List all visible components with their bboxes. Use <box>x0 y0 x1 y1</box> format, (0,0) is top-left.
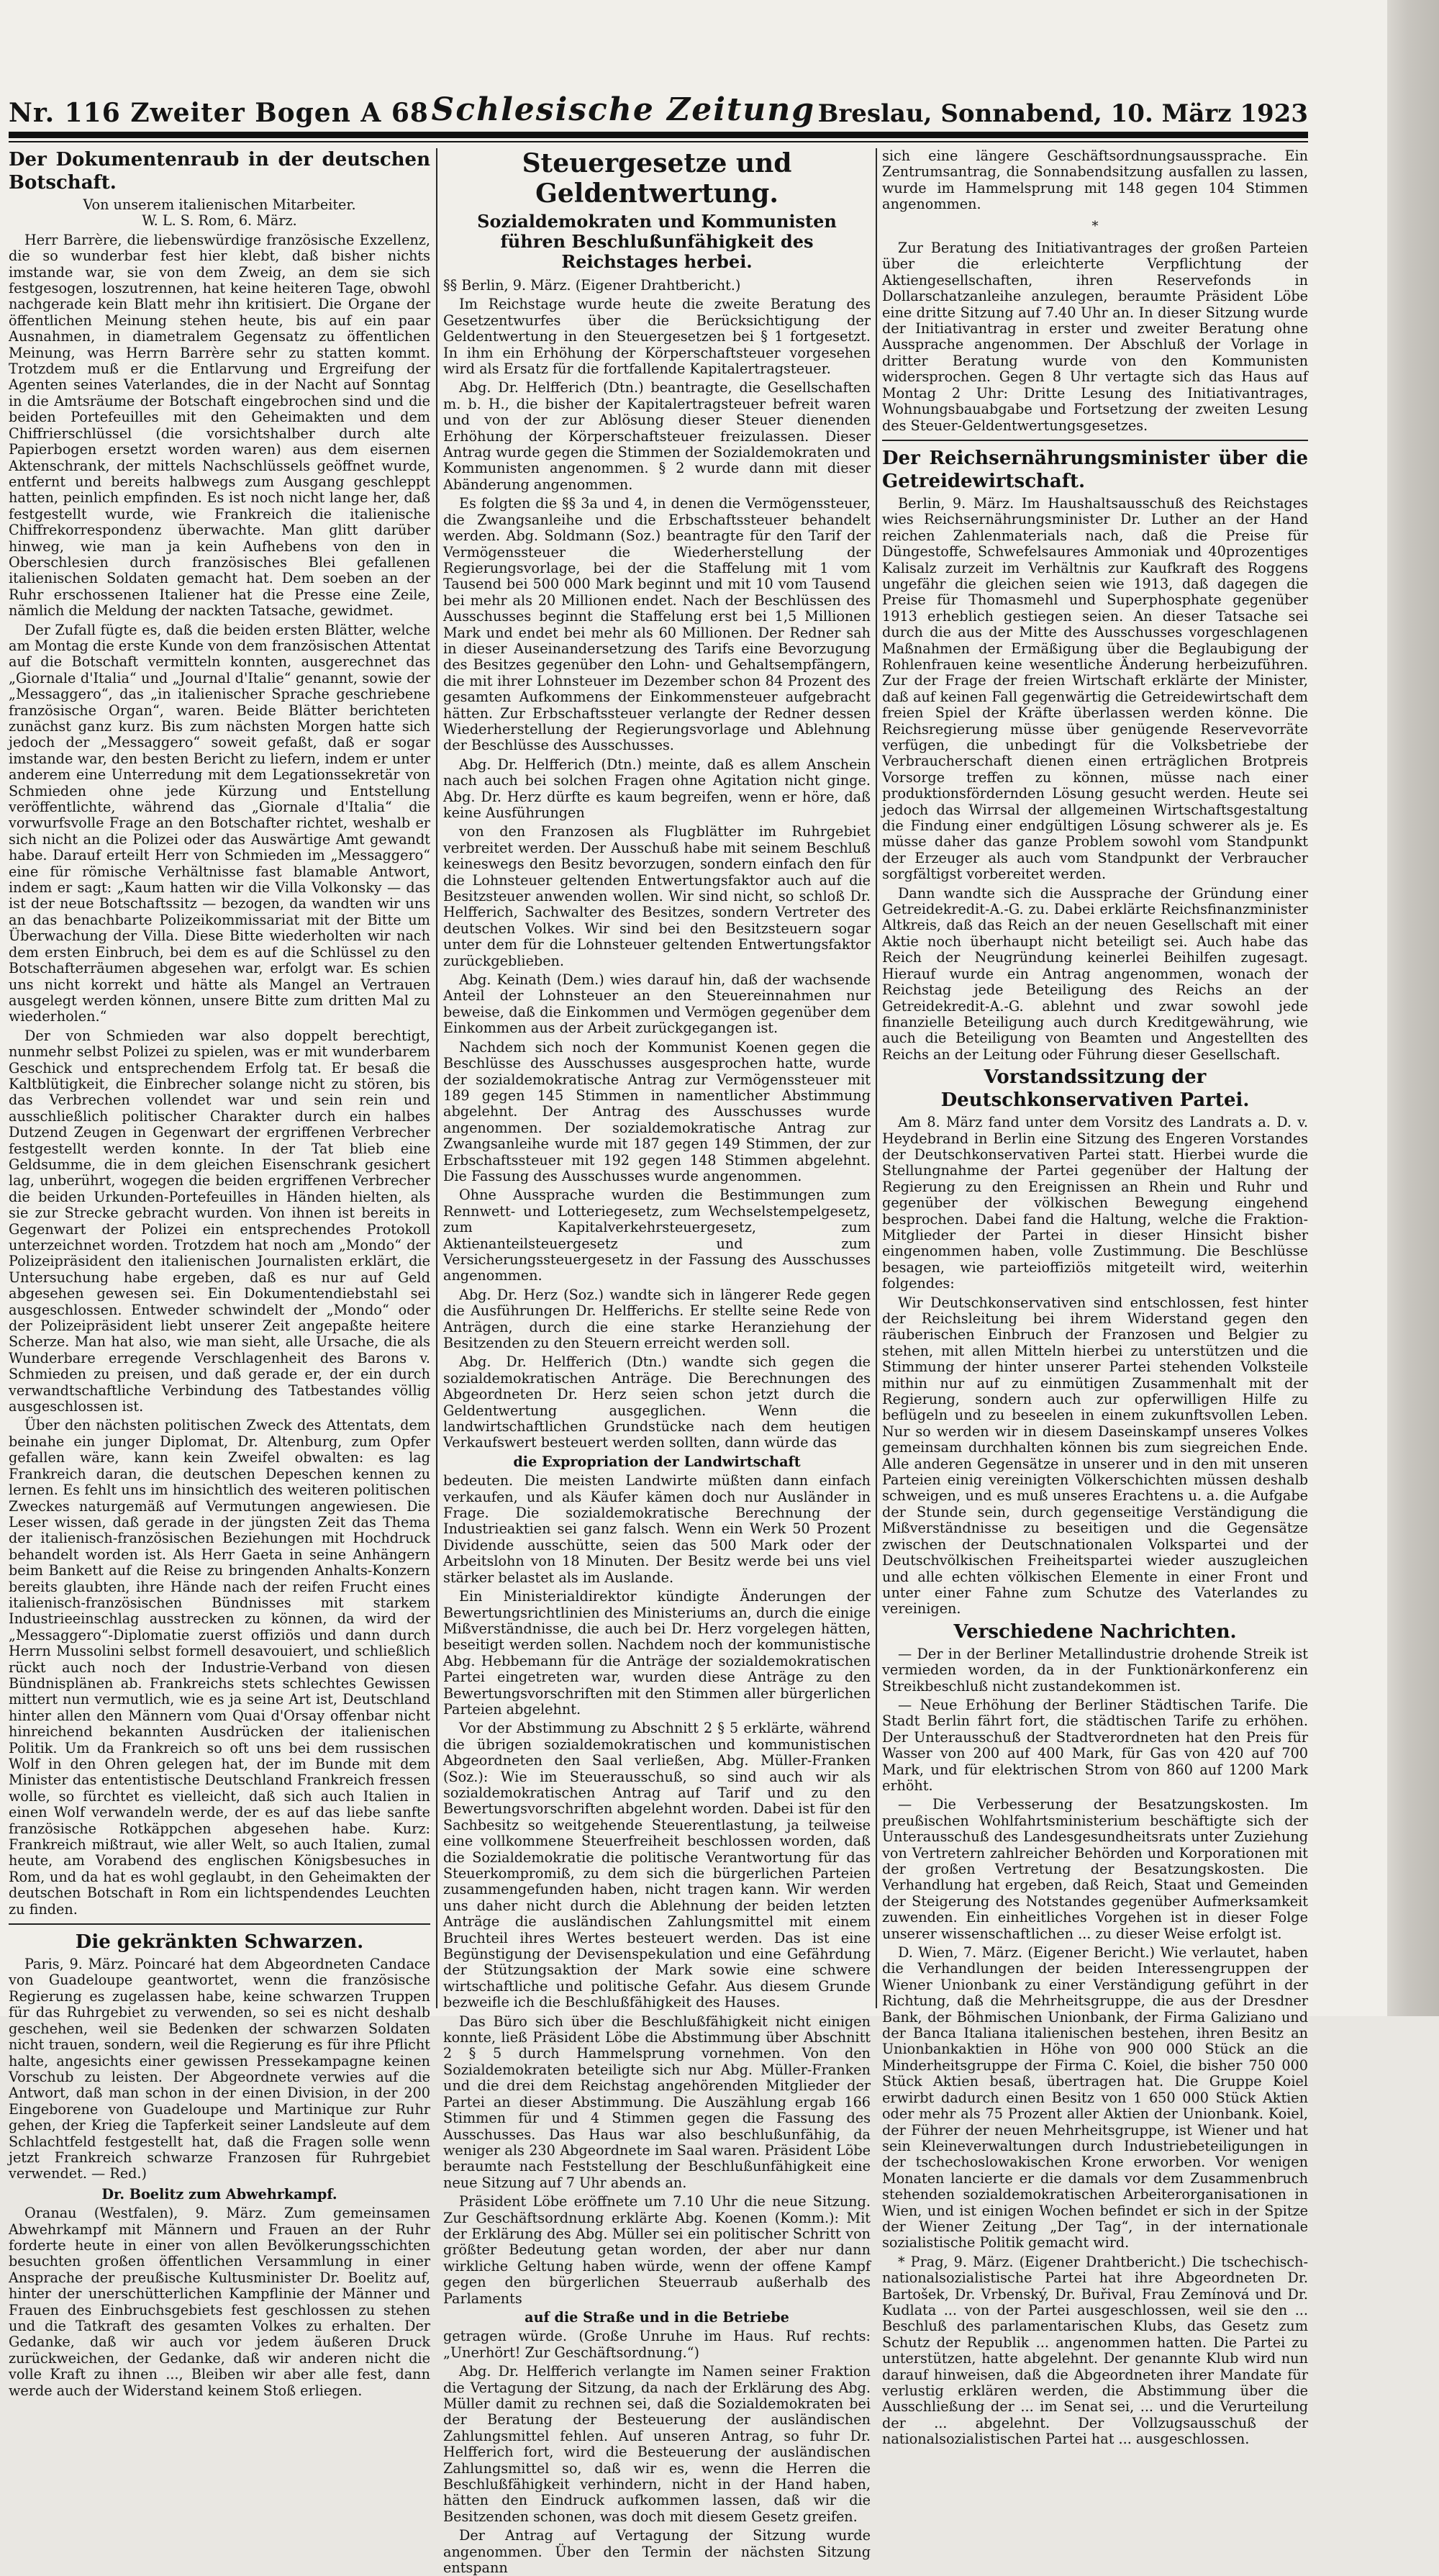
masthead-rule-thin <box>9 141 1308 142</box>
column-divider <box>436 148 437 2008</box>
article-paragraph: Abg. Dr. Herz (Soz.) wandte sich in längerer Rede gegen die Ausführungen Dr. Helfferichs. Er stellte seine Rede von Anträgen, durch die eine starke Heranziehung der Besitzenden zu den Steuern erreicht werden soll. <box>443 1286 871 1351</box>
article-headline: Dr. Boelitz zum Abwehrkampf. <box>101 2185 337 2203</box>
article-headline: Verschiedene Nachrichten. <box>953 1620 1237 1643</box>
article-paragraph: getragen würde. (Große Unruhe im Haus. Ruf rechts: „Unerhört! Zur Geschäftsordnung.“) <box>443 2328 871 2361</box>
article-paragraph: Vor der Abstimmung zu Abschnitt 2 § 5 erklärte, während die übrigen sozialdemokratischen und kommunistischen Abgeordneten den Saal verließen, Abg. Müller-Franken (Soz.): Wie im Steuerausschuß, so sind auch wir als sozialdemokratischen Antrag auf Tarif und zu den Bewertungsvorschriften abgelehnt worden. Dabei ist für den Sachbesitz so weitgehende Steuerentlastung, ja teilweise eine vollkommene Steuerfreiheit beschlossen worden, daß die Sozialdemokratie die politische Verantwortung für das Steuerkompromiß, zu dem sich die bürgerlichen Parteien zusammengefunden haben, nicht tragen kann. Wir werden uns daher nicht durch die Ablehnung der beiden letzten Anträge die ausländischen Zahlungsmittel mit einem Bruchteil ihres Wertes besteuert werden. Das ist eine Begünstigung der Devisenspekulation und eine Gefährdung der Stützungsaktion der Mark sowie eine schwere wirtschaftliche und politische Gefahr. Aus diesem Grunde bezweifle ich die Beschlußfähigkeit des Hauses. <box>443 1720 871 2011</box>
column-2 <box>443 148 871 2576</box>
article-headline: Die gekränkten Schwarzen. <box>75 1931 364 1954</box>
article-headline: Vorstandssitzung der Deutschkonservativen Partei. <box>940 1066 1250 1112</box>
article-paragraph: — Die Verbesserung der Besatzungskosten. Im preußischen Wohlfahrtsministerium beschäftigte sich der Unterausschuß des Landesgesundheitsrats unter Zuziehung von Vertretern zahlreicher Behörden und Korporationen mit der großen Vertretung der Besatzungskosten. Die Verhandlung hat ergeben, daß Reich, Staat und Gemeinden der Steigerung des Notstandes gegenüber Aufmerksamkeit zuwenden. Ein einheitliches Vorgehen ist in dieser Folge unserer wissenschaftlichen ... zu dieser Weise erfolgt ist. <box>882 1796 1308 1942</box>
article-paragraph: von den Franzosen als Flugblätter im Ruhrgebiet verbreitet werden. Der Ausschuß habe mit seinem Beschluß keineswegs den Besitz bevorzugen, sondern einfach den für die Lohnsteuer geltenden Entwertungsfaktor auch auf die Besitzsteuer anwenden wollen. Wir sind nicht, so schloß Dr. Helfferich, Sachwalter des Besitzes, sondern Vertreter des deutschen Volkes. Wir sind bei den Besitzsteuern sogar unter dem für die Lohnsteuer geltenden Entwertungsfaktor zurückgeblieben. <box>443 823 871 969</box>
article-dateline: W. L. S. Rom, 6. März. <box>142 212 297 230</box>
article-paragraph: Abg. Dr. Helfferich (Dtn.) meinte, daß es allem Anschein nach auch bei solchen Fragen ohne Agitation nicht ginge. Abg. Dr. Herz dürfte es kaum begreifen, wenn er höre, daß keine Ausführungen <box>443 756 871 821</box>
article-paragraph: Berlin, 9. März. Im Haushaltsausschuß des Reichstages wies Reichsernährungsminister Dr. Luther an der Hand reichen Zahlenmaterials nach, daß die Preise für Düngestoffe, Schwefelsaures Ammoniak und 40prozentiges Kalisalz zurzeit im Verhältnis zur Kaufkraft des Roggens ungefähr die gleichen seien wie 1913, daß dagegen die Preise für Thomasmehl und Superphosphate gegenüber 1913 erheblich gestiegen seien. An dieser Tatsache sei durch die aus der Mitte des Ausschusses vorgeschlagenen Maßnahmen der Ermäßigung über die Beglaubigung der Rohlenfrauen keine wesentliche Änderung herbeizuführen. Zur der Frage der freien Wirtschaft erklärte der Minister, daß auf keinen Fall gegenwärtig die Getreidewirtschaft dem freien Spiel der Kräfte überlassen werden könne. Die Reichsregierung müsse über genügende Reservevorräte verfügen, die unbedingt für die Volksbetriebe der Verbraucherschaft dienen einen erträglichen Brotpreis Vorsorge treffen zu können, müsse nach einer produktionsfördernden Lösung gesucht werden. Heute sei jedoch das Wirrsal der allgemeinen Wirtschaftsgestaltung die Findung einer endgültigen Lösung schwerer als je. Es müsse daher das ganze Problem sowohl vom Standpunkt der Erzeuger als auch vom Standpunkt der Verbraucher sorgfältigst vorbereitet werden. <box>882 494 1308 883</box>
article-separator <box>882 440 1308 441</box>
article-paragraph: sich eine längere Geschäftsordnungsaussprache. Ein Zentrumsantrag, die Sonnabendsitzung ausfallen zu lassen, wurde im Hammelsprung mit 148 gegen 104 Stimmen angenommen. <box>882 148 1308 213</box>
article-dateline: §§ Berlin, 9. März. (Eigener Drahtbericht.) <box>443 277 741 294</box>
article-paragraph: Zur Beratung des Initiativantrages der großen Parteien über die erleichterte Verpflichtung der Aktiengesellschaften, ihren Reservefonds in Dollarschatzanleihe anzulegen, beraumte Präsident Löbe eine dritte Sitzung auf 7.40 Uhr an. In dieser Sitzung wurde der Initiativantrag in erster und zweiter Beratung ohne Aussprache angenommen. Der Abschluß der Vorlage in dritter Beratung wurde von den Kommunisten widersprochen. Gegen 8 Uhr vertagte sich das Haus auf Montag 2 Uhr: Dritte Lesung des Initiativantrages, Wohnungsbauabgabe und Fortsetzung der zweiten Lesung des Steuer-Geldentwertungsgesetzes. <box>882 240 1308 434</box>
article-subhead: Sozialdemokraten und Kommunisten führen Beschlußunfähigkeit des Reichstages herbei. <box>477 211 837 272</box>
article-paragraph: Dann wandte sich die Aussprache der Gründung einer Getreidekredit-A.-G. zu. Dabei erklärte Reichsfinanzminister Altkreis, daß das Reich an der neuen Gesellschaft mit einer Aktie noch überhaupt nicht beteiligt sei. Auch habe das Reich der Neugründung keinerlei Beihilfen zugesagt. Hierauf wurde ein Antrag angenommen, wonach der Reichstag jede Beteiligung des Reichs an der Getreidekredit-A.-G. ablehnt und zwar sowohl jede finanzielle Beteiligung auch durch Kreditgewährung, wie auch die Beteiligung von Beamten und Angestellten des Reichs an der Leitung oder Führung dieser Gesellschaft. <box>882 884 1308 1063</box>
article-paragraph: Paris, 9. März. Poincaré hat dem Abgeordneten Candace von Guadeloupe geantwortet, wenn die französische Regierung es zugelassen habe, keine schwarzen Truppen für das Ruhrgebiet zu verwenden, so sei es nicht deshalb geschehen, weil sie Bedenken der schwarzen Soldaten nicht trauen, sondern, weil die Regierung es für ihre Pflicht halte, angesichts einer gewissen Pressekampagne keinen Vorschub zu leisten. Der Abgeordnete verwies auf die Antwort, daß man schon in der einen Division, in der 200 Eingeborene von Guadeloupe und Martinique zur Ruhr gehen, der Krieg die Tapferkeit seiner Landsleute auf dem Schlachtfeld festgestellt hat, daß die Fragen solle wenn jetzt Frankreich schwarze Franzosen für Ruhrgebiet verwendet. — Red.) <box>9 1956 430 2182</box>
article-paragraph: — Neue Erhöhung der Berliner Städtischen Tarife. Die Stadt Berlin fährt fort, die städtischen Tarife zu erhöhen. Der Unterausschuß der Stadtverordneten hat den Preis für Wasser von 200 auf 400 Mark, für Gas von 420 auf 700 Mark, und für elektrischen Strom von 860 auf 1200 Mark erhöht. <box>882 1696 1308 1794</box>
article-emphasis: auf die Straße und in die Betriebe <box>525 2308 789 2326</box>
adjacent-page-edge <box>1387 0 1439 2016</box>
article-paragraph: D. Wien, 7. März. (Eigener Bericht.) Wie verlautet, haben die Verhandlungen der beiden Interessengruppen der Wiener Unionbank zu einer Verständigung geführt in der Richtung, daß die Mehrheitsgruppe, die aus der Dresdner Bank, der Böhmischen Unionbank, der Firma Galiziano und der Banca Italiana italienischen bestehen, ihren Besitz an Unionbankaktien in Höhe von 900 000 Stück an die Minderheitsgruppe der Firma C. Koiel, die bisher 750 000 Stück Aktien besaß, übertragen hat. Die Gruppe Koiel erwirbt dadurch einen Besitz von 1 650 000 Stück Aktien oder mehr als 75 Prozent aller Aktien der Unionbank. Koiel, der Führer der neuen Mehrheitsgruppe, ist Wiener und hat sein Kleineverwaltungen durch Industriebeteiligungen in der tschechoslowakischen Krone erworben. Vor wenigen Monaten lancierte er die damals vor dem Zusammenbruch stehenden sozialdemokratischen Arbeiterorganisationen in Wien, und ist einigen Wochen befindet er sich in der Spitze der Wiener Zeitung „Der Tag“, in der internationale sozialistische Politik gemacht wird. <box>882 1944 1308 2251</box>
article-paragraph: Präsident Löbe eröffnete um 7.10 Uhr die neue Sitzung. Zur Geschäftsordnung erklärte Abg. Koenen (Komm.): Mit der Erklärung des Abg. Müller sei ein politischer Schritt von größter Bedeutung getan worden, der aber nur dann wirkliche Geltung haben würde, wenn der offene Kampf gegen den bürgerlichen Steuerraub außerhalb des Parlaments <box>443 2193 871 2307</box>
separator-asterisk: * <box>1091 218 1099 234</box>
article-paragraph: Im Reichstage wurde heute die zweite Beratung des Gesetzentwurfes über die Berücksichtigung der Geldentwertung in den Steuergesetzen bei § 1 fortgesetzt. In ihm ein Erhöhung der Körperschaftsteuer vorgesehen wird als Ersatz für die fortfallende Kapitalertragsteuer. <box>443 296 871 378</box>
article-paragraph: Ohne Aussprache wurden die Bestimmungen zum Rennwett- und Lotteriegesetz, zum Wechselstempelgesetz, zum Kapitalverkehrsteuergesetz, zum Aktienanteilsteuergesetz und zum Versicherungssteuergesetz in der Fassung des Ausschusses angenommen. <box>443 1187 871 1284</box>
article-paragraph: Abg. Keinath (Dem.) wies darauf hin, daß der wachsende Anteil der Lohnsteuer an den Steuereinnahmen nur beweise, daß die Einkommen und Vermögen gegenüber dem Einkommen aus der Arbeit zurückgegangen ist. <box>443 971 871 1037</box>
column-divider <box>876 148 877 2008</box>
article-paragraph: Wir Deutschkonservativen sind entschlossen, fest hinter der Reichsleitung bei ihrem Widerstand gegen den räuberischen Einbruch der Franzosen und Belgier zu stehen, mit allen Mitteln hierbei zu unterstützen und die Stimmung der hinter unserer Partei stehenden Volksteile mithin nur auf zu einmütigen Zusammenhalt mit der Regierung, sondern auch zur opferwilligen Hilfe zu beflügeln und zu beseelen in einem zukunftsvollen Leben. Nur so werden wir in diesem Daseinskampf unseres Volkes gemeinsam durchhalten können bis zum siegreichen Ende. Alle anderen Gegensätze in unserer und in den mit unseren Parteien einig vereinigten Völkerschichten müssen deshalb schweigen, und es muß unseres Erachtens u. a. die Aufgabe der Stunde sein, durch gegenseitige Verständigung die Mißverständnisse zu beseitigen und die Gegensätze zwischen der Deutschnationalen Volkspartei und der Deutschvölkischen Freiheitspartei wieder auszugleichen und alle echten völkischen Elemente in einer Front und unter einer Fahne zum Schutze des Vaterlandes zu vereinigen. <box>882 1294 1308 1618</box>
masthead <box>9 86 1308 128</box>
column-1 <box>9 148 430 2399</box>
newspaper-title: Schlesische Zeitung <box>431 91 816 128</box>
article-paragraph: Oranau (Westfalen), 9. März. Zum gemeinsamen Abwehrkampf mit Männern und Frauen an der Ruhr forderte heute in einer von allen Bevölkerungsschichten besuchten großen öffentlichen Versammlung in einer Ansprache der preußische Kultusminister Dr. Boelitz auf, hinter der unerschütterlichen Kampflinie der Männer und Frauen des Einbruchsgebiets fest geschlossen zu stehen und die Tatkraft des gesamten Volkes zu erhalten. Der Gedanke, daß wir auch vor jedem äußeren Druck zurückweichen, der Gedanke, daß wir anderen nicht die volle Kraft zu ihnen ..., Bleiben wir aber alle fest, dann werde auch der Widerstand keinem Stoß erliegen. <box>9 2205 430 2399</box>
article-headline: Steuergesetze und Geldentwertung. <box>522 148 792 209</box>
article-paragraph: Abg. Dr. Helfferich (Dtn.) beantragte, die Gesellschaften m. b. H., die bisher der Kapitalertragsteuer befreit waren und von der zur Ablösung dieser Steuer dienenden Erhöhung der Körperschaftsteuer freizulassen. Dieser Antrag wurde gegen die Stimmen der Sozialdemokraten und Kommunisten angenommen. § 2 wurde dann mit dieser Abänderung angenommen. <box>443 379 871 493</box>
issue-date: Breslau, Sonnabend, 10. März 1923 <box>817 99 1308 128</box>
article-paragraph: Abg. Dr. Helfferich verlangte im Namen seiner Fraktion die Vertagung der Sitzung, da nach der Erklärung des Abg. Müller damit zu rechnen sei, daß die Sozialdemokraten bei der Beratung der Besteuerung der ausländischen Zahlungsmittel fehlen. Auf unseren Antrag, so fuhr Dr. Helfferich fort, wird die Besteuerung der ausländischen Zahlungsmittel so, daß wir es, wenn die Herren die Beschlußfähigkeit verhindern, nicht in der Hand haben, hätten den Eindruck aufkommen lassen, daß wir die Besitzenden schonen, was doch mit diesem Gesetz greifen. <box>443 2363 871 2525</box>
article-paragraph: Am 8. März fand unter dem Vorsitz des Landrats a. D. v. Heydebrand in Berlin eine Sitzung des Engeren Vorstandes der Deutschkonservativen Partei statt. Hierbei wurde die Stellungnahme der Partei gegenüber der Haltung der Regierung zu den Ereignissen an Rhein und Ruhr und gegenüber der völkischen Bewegung eingehend besprochen. Dabei fand die Haltung, welche die Fraktion-Mitglieder der Partei in dieser Hinsicht bisher eingenommen haben, volle Zustimmung. Die Beschlüsse besagen, wie parteioffiziös mitgeteilt wird, weiterhin folgendes: <box>882 1114 1308 1292</box>
article-headline: Der Reichsernährungsminister über die Getreidewirtschaft. <box>882 447 1308 492</box>
article-paragraph: * Prag, 9. März. (Eigener Drahtbericht.) Die tschechisch-nationalsozialistische Partei hat ihre Abgeordneten Dr. Bartošek, Dr. Vrbenský, Dr. Buřival, Frau Zemínová und Dr. Kudlata ... von der Partei ausgeschlossen, weil sie den ... Beschluß des parlamentarischen Klubs, das Gesetz zum Schutz der Republik ... angenommen hatten. Die Partei zu unterstützen, hatte abgelehnt. Der genannte Klub wird nun darauf hinweisen, daß die Abgeordneten ihrer Mandate für verlustig erklären werden, die Abstimmung über die Ausschließung der ... im Senat sei, ... und die Verurteilung der ... abgelehnt. Der Vollzugsausschuß der nationalsozialistischen Partei hat ... ausgeschlossen. <box>882 2253 1308 2448</box>
column-3 <box>882 148 1308 2448</box>
article-paragraph: Herr Barrère, die liebenswürdige französische Exzellenz, die so wunderbar fest hier klebt, daß bisher nichts imstande war, sie von dem Zweig, an dem sie sich festgesogen, loszutrennen, hat keine heiteren Tage, obwohl nachgerade kein Blatt mehr ihn kritisiert. Die Organe der öffentlichen Meinung stehen heute, bis auf ein paar Ausnahmen, in diametralem Gegensatz zu öffentlichen Meinung, was Herrn Barrère sehr zu statten kommt. Trotzdem muß er die Entlarvung und Ergreifung der Agenten seines Vaterlandes, die in der Nacht auf Sonntag in die Amtsräume der Botschaft eingebrochen sind und die beiden Portefeuilles mit den Geheimakten und dem Chiffrierschlüssel (die vorsichtshalber durch alte Papierbogen ersetzt worden waren) aus dem eisernen Aktenschrank, der mittels Nachschlüssels geöffnet wurde, entfernt und bereits halbwegs zum Ausgang geschleppt hatten, peinlich empfinden. Es ist noch nicht lange her, daß festgestellt wurde, wie Frankreich die italienische Chiffrekorrespondenz überwachte. Man glitt darüber hinweg, wie man ja kein Aufhebens von den in Oberschlesien durch französisches Blei gefallenen italienischen Soldaten gemacht hat. Dem soeben an der Ruhr erschossenen Italiener hat die Presse eine Zeile, nämlich die Meldung der nackten Tatsache, gewidmet. <box>9 231 430 620</box>
article-paragraph: Es folgten die §§ 3a und 4, in denen die Vermögenssteuer, die Zwangsanleihe und die Erbschaftssteuer behandelt werden. Abg. Soldmann (Soz.) beantragte für den Tarif der Vermögenssteuer die Wiederherstellung der Regierungsvorlage, bei der die Staffelung mit 1 vom Tausend bei 500 000 Mark beginnt und mit 10 vom Tausend bei mehr als 20 Millionen endet. Nach der Beschlüssen des Ausschusses beginnt die Staffelung erst bei 1,5 Millionen Mark und endet bei mehr als 60 Millionen. Der Redner sah in dieser Auseinandersetzung des Tarifs eine Bevorzugung des Besitzes gegenüber den Lohn- und Gehaltsempfängern, die mit ihrer Lohnsteuer im Dezember schon 84 Prozent des gesamten Aufkommens der Einkommensteuer aufgebracht hätten. Zur Erbschaftssteuer verlangte der Redner dessen Wiederherstellung der Regierungsvorlage und Ablehnung der Beschlüsse des Ausschusses. <box>443 495 871 754</box>
article-paragraph: Der Antrag auf Vertagung der Sitzung wurde angenommen. Über den Termin der nächsten Sitzung entspann <box>443 2527 871 2576</box>
article-paragraph: Abg. Dr. Helfferich (Dtn.) wandte sich gegen die sozialdemokratischen Anträge. Die Berechnungen des Abgeordneten Dr. Herz seien schon jetzt durch die Geldentwertung ausgeglichen. Wenn die landwirtschaftlichen Grundstücke nach dem heutigen Verkaufswert besteuert werden sollten, dann würde das <box>443 1353 871 1451</box>
article-paragraph: Ein Ministerialdirektor kündigte Änderungen der Bewertungsrichtlinien des Ministeriums an, durch die einige Mißverständnisse, die auch bei Dr. Herz vorgelegen hätten, beseitigt werden sollen. Nachdem noch der kommunistische Abg. Hebbemann für die Anträge der sozialdemokratischen Partei eingetreten war, wurden diese Anträge zu den Bewertungsvorschriften mit den Stimmen aller bürgerlichen Parteien abgelehnt. <box>443 1588 871 1718</box>
article-paragraph: Das Büro sich über die Beschlußfähigkeit nicht einigen konnte, ließ Präsident Löbe die Abstimmung über Abschnitt 2 § 5 durch Hammelsprung vornehmen. Von den Sozialdemokraten beteiligte sich nur Abg. Müller-Franken und die drei dem Reichstag angehörenden Mitglieder der Partei an dieser Abstimmung. Die Auszählung ergab 166 Stimmen für und 4 Stimmen gegen die Fassung des Ausschusses. Das Haus war also beschlußunfähig, da weniger als 230 Abgeordnete im Saal waren. Präsident Löbe beraumte nach Feststellung der Beschlußunfähigkeit eine neue Sitzung auf 7 Uhr abends an. <box>443 2013 871 2191</box>
article-paragraph: Über den nächsten politischen Zweck des Attentats, dem beinahe ein junger Diplomat, Dr. Altenburg, zum Opfer gefallen wäre, kann kein Zweifel obwalten: es lag Frankreich daran, die deutschen Depeschen kennen zu lernen. Es fehlt uns im hinsichtlich des weiteren politischen Zweckes naturgemäß auf Vermutungen angewiesen. Die Leser wissen, daß gerade in der jüngsten Zeit das Thema der italienisch-französischen Beziehungen mit Hochdruck behandelt worden ist. Als Herr Gaeta in seine Anhängern beim Bankett auf die Reise zu bringenden Anhalts-Konzern bereits glaubten, ihre Hände nach der reifen Frucht eines italienisch-französischen Bündnisses mit starkem Industrieeinschlag ausstrecken zu können, da wird der „Messaggero“-Diplomatie zuerst offiziös und dann durch Herrn Mussolini selbst formell desavouiert, und schließlich rückt auch noch der Industrie-Verband von diesen Bündnisplänen ab. Frankreichs stets schlechtes Gewissen mittert nun vermutlich, wie es ja seine Art ist, Deutschland hinter allen den Männern vom Quai d'Orsay offenbar nicht hinreichend bekannten Ausdrücken der italienischen Politik. Um da Frankreich so oft uns bei dem russischen Wolf in den Ohren gelegen hat, der im Bunde mit dem Minister das ententistische Deutschland Frankreich fressen wolle, so fürchtet es vielleicht, daß sich auch Italien in einen Wolf verwandeln werde, der es auf das liebe sanfte französische Rotkäppchen abgesehen habe. Kurz: Frankreich mißtraut, wie aller Welt, so auch Italien, zumal heute, am Vorabend des englischen Königsbesuches in Rom, und da hat es wohl geglaubt, in den Geheimakten der deutschen Botschaft in Rom ein lichtspendendes Leuchten zu finden. <box>9 1417 430 1918</box>
article-separator <box>9 1923 430 1925</box>
article-byline: Von unserem italienischen Mitarbeiter. <box>83 196 356 213</box>
article-paragraph: Der von Schmieden war also doppelt berechtigt, nunmehr selbst Polizei zu spielen, was er mit wunderbarem Geschick und entsprechendem Erfolg tat. Er besaß die Kaltblütigkeit, die Einbrecher solange nicht zu stören, bis das Verbrechen vollendet war und sein rein und ausschließlich politischer Charakter durch ein halbes Dutzend Zeugen in Gegenwart der ergriffenen Verbrecher festgestellt werden konnte. In der Tat blieb eine Geldsumme, die in dem gleichen Eisenschrank gesichert lag, unberührt, wogegen die beiden ergriffenen Verbrecher die beiden Urkunden-Portefeuilles in Händen hielten, als sie zur Strecke gebracht wurden. Von ihnen ist bereits in Gegenwart der Polizei ein entsprechendes Protokoll unterzeichnet worden. Trotzdem hat noch am „Mondo“ der Polizeipräsident den italienischen Journalisten erklärt, die Untersuchung habe ergeben, daß es nur auf Geld abgesehen gewesen sei. Ein Dokumentendiebstahl sei ausgeschlossen. Entweder schwindelt der „Mondo“ oder der Polizeipräsident liebt unserer Zeit angepaßte heitere Scherze. Man hat also, wie man sieht, alle Ursache, die als Wunderbare erregende Verschlagenheit des Barons v. Schmieden zu preisen, und daß gerade er, der ein durch verwandtschaftliche Verbindung des Tatbestandes völlig ausgeschlossen ist. <box>9 1027 430 1415</box>
article-paragraph: bedeuten. Die meisten Landwirte müßten dann einfach verkaufen, und als Käufer kämen doch nur Ausländer in Frage. Die sozialdemokratische Berechnung der Industrieaktien sei ganz falsch. Wenn ein Werk 50 Prozent Dividende ausschütte, seien das 500 Mark oder der Arbeitslohn von 18 Minuten. Der Besitz werde bei uns viel stärker belastet als im Auslande. <box>443 1472 871 1586</box>
article-paragraph: — Der in der Berliner Metallindustrie drohende Streik ist vermieden worden, da in der Funktionärkonferenz ein Streikbeschluß nicht zustandekommen ist. <box>882 1645 1308 1695</box>
article-paragraph: Nachdem sich noch der Kommunist Koenen gegen die Beschlüsse des Ausschusses ausgesprochen hatte, wurde der sozialdemokratische Antrag zur Vermögenssteuer mit 189 gegen 145 Stimmen in namentlicher Abstimmung abgelehnt. Der Antrag des Ausschusses wurde angenommen. Der sozialdemokratische Antrag zur Zwangsanleihe wurde mit 187 gegen 149 Stimmen, der zur Erbschaftssteuer mit 192 gegen 148 Stimmen abgelehnt. Die Fassung des Ausschusses wurde angenommen. <box>443 1038 871 1184</box>
article-paragraph: Der Zufall fügte es, daß die beiden ersten Blätter, welche am Montag die erste Kunde von dem französischen Attentat auf die Botschaft vermitteln konnten, ausgerechnet das „Giornale d'Italia“ und „Journal d'Italie“ genannt, sowie der „Messaggero“, das „in italienischer Sprache geschriebene französische Organ“, waren. Beide Blätter berichteten zunächst ganz kurz. Bis zum nächsten Morgen hatte sich jedoch der „Messaggero“ soweit gefaßt, daß er sogar imstande war, den besten Bericht zu liefern, indem er unter anderem eine Unterredung mit dem Legationssekretär von Schmieden ohne jede Kürzung und Entstellung veröffentlichte, während das „Giornale d'Italia“ die vorwurfsvolle Frage an den Botschafter richtet, weshalb er sich nicht an die Polizei oder das Auswärtige Amt gewandt habe. Darauf erteilt Herr von Schmieden im „Messaggero“ eine für römische Verhältnisse fast blamable Antwort, indem er sagt: „Kaum hatten wir die Villa Volkonsky — das ist der neue Botschaftssitz — bezogen, da wandten wir uns an das benachbarte Polizeikommissariat mit der Bitte um Überwachung der Villa. Diese Bitte wiederholten wir nach dem ersten Einbruch, bei dem es auf die Schlüssel zu den Botschafterräumen abgesehen war, erfolgt war. Es schien uns nicht korrekt und hätte als Mangel an Vertrauen ausgelegt werden können, unsere Bitte zum dritten Mal zu wiederholen.“ <box>9 621 430 1025</box>
masthead-rule <box>9 132 1308 138</box>
article-emphasis: die Expropriation der Landwirtschaft <box>513 1453 801 1470</box>
article-headline: Der Dokumentenraub in der deutschen Botschaft. <box>9 149 430 194</box>
issue-number: Nr. 116 Zweiter Bogen A 68 <box>9 98 429 128</box>
